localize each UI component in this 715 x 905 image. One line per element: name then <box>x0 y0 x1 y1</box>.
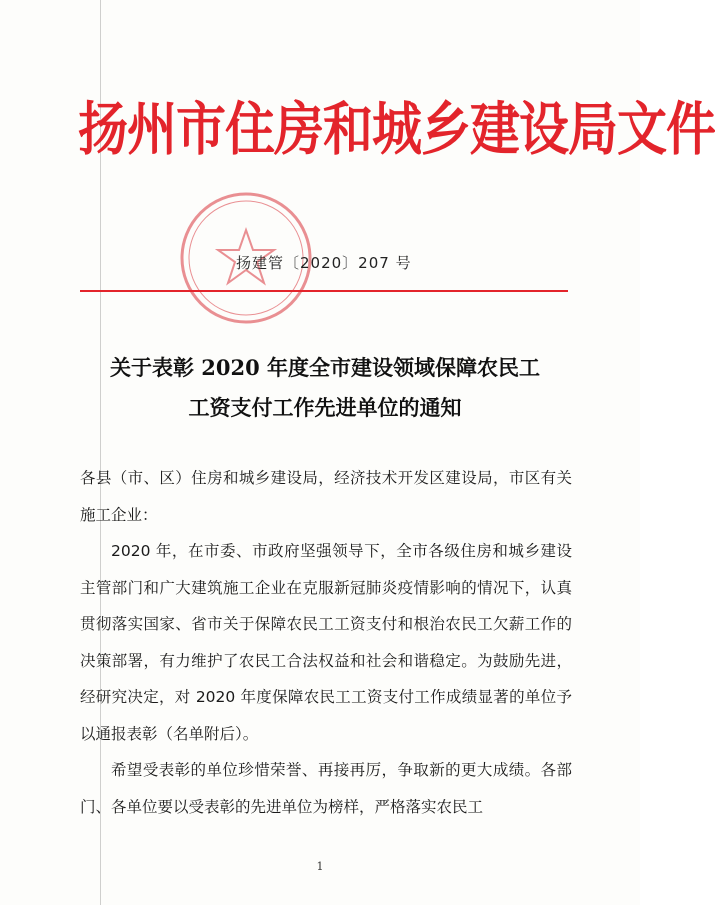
document-number: 扬建管〔2020〕207 号 <box>236 254 412 272</box>
body-paragraph-1: 2020 年，在市委、市政府坚强领导下，全市各级住房和城乡建设主管部门和广大建筑施工企业在克服新冠肺炎疫情影响的情况下，认真贯彻落实国家、省市关于保障农民工工资支付和根治农民工欠薪工作的决策部署，有力维护了农民工合法权益和社会和谐稳定。为鼓励先进，经研究决定，对 2020 年度保障农民工工资支付工作成绩显著的单位予以通报表彰（名单附后）。 <box>80 542 572 743</box>
addressee-paragraph: 各县（市、区）住房和城乡建设局，经济技术开发区建设局，市区有关施工企业： <box>80 469 572 524</box>
document-title <box>70 348 580 428</box>
page-number: 1 <box>316 860 324 873</box>
title-line-1: 关于表彰 2020 年度全市建设领域保障农民工 <box>109 355 541 380</box>
document-body <box>80 460 572 825</box>
body-paragraph-2: 希望受表彰的单位珍惜荣誉、再接再厉，争取新的更大成绩。各部门、各单位要以受表彰的先进单位为榜样，严格落实农民工 <box>80 761 572 816</box>
header-divider <box>80 290 568 292</box>
issuing-authority-header: 扬州市住房和城乡建设局文件 <box>78 94 715 163</box>
title-line-2: 工资支付工作先进单位的通知 <box>188 395 462 420</box>
